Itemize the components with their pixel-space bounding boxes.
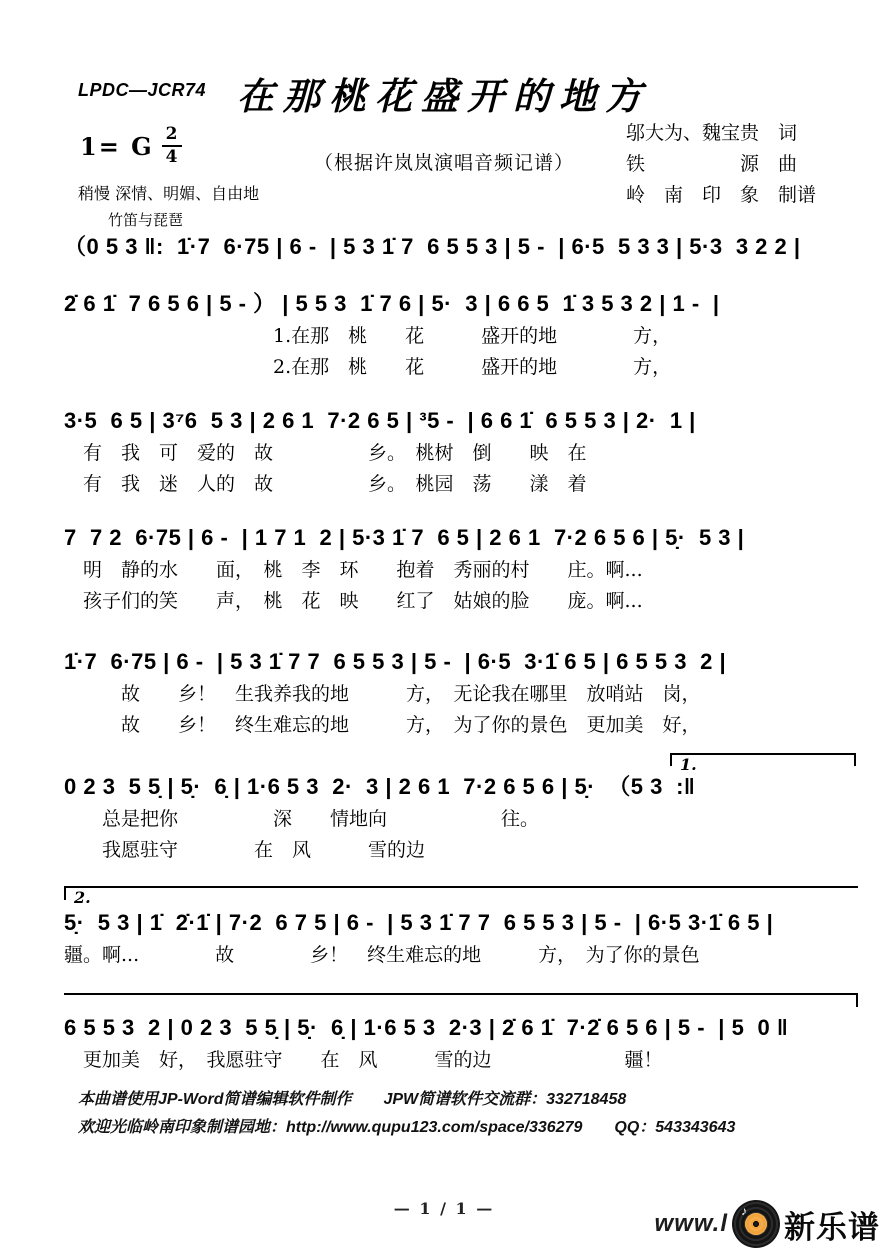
lyrics-block xyxy=(64,555,858,617)
subtitle: （根据许岚岚演唱音频记谱） xyxy=(313,152,574,174)
score-system xyxy=(64,287,858,383)
volta-bracket xyxy=(64,993,858,1007)
volta-bracket xyxy=(64,886,858,907)
key-signature: 1= G xyxy=(80,131,154,161)
time-signature-denominator: 4 xyxy=(162,145,182,166)
tempo-marking: 稍慢 深情、明媚、自由地 xyxy=(78,184,260,203)
lyric-line: 2.在那 桃 花 盛开的地 方， xyxy=(64,356,672,378)
lyric-line: 有 我 可 爱的 故 乡。 桃树 倒 映 在 xyxy=(64,442,587,464)
score-system xyxy=(64,645,858,741)
notation-line: 6 5 5 3 2 | 0 2 3 5 5̣ | 5̣· 6̣ | 1·6 5 3 2·3 | 2̇ 6 1̇ 7·2̇ 6 5 6 | 5 - | 5 0 ‖ xyxy=(64,1015,789,1040)
lyric-line: 总是把你 深 情地向 往。 xyxy=(64,808,540,830)
lyric-line: 故 乡！ 终生难忘的地 方， 为了你的景色 更加美 好， xyxy=(64,714,701,736)
volta-bracket xyxy=(670,753,856,774)
watermark xyxy=(655,1200,880,1248)
instrument-label: 竹笛与琵琶 xyxy=(108,211,184,229)
lyrics-block xyxy=(64,804,858,866)
lyric-line: 故 乡！ 生我养我的地 方， 无论我在哪里 放哨站 岗， xyxy=(64,683,701,705)
lyric-line: 1.在那 桃 花 盛开的地 方， xyxy=(64,325,672,347)
lyric-line: 孩子们的笑 声， 桃 花 映 红了 姑娘的脸 庞。啊... xyxy=(64,590,643,612)
notation-line: （0 5 3 ‖: 1̇·7 6·75 | 6 - | 5 3 1̇ 7 6 5 5 3 | 5 - | 6·5 5 3 3 | 5·3 3 2 2 | xyxy=(64,234,801,259)
lyric-line: 疆。啊... 故 乡！ 终生难忘的地 方， 为了你的景色 xyxy=(64,944,700,966)
lyrics-block xyxy=(64,438,858,500)
lyric-line: 更加美 好， 我愿驻守 在 风 雪的边 疆！ xyxy=(64,1049,663,1071)
notation-line: 5̣· 5 3 | 1̇ 2̇·1̇ | 7·2 6 7 5 | 6 - | 5 3 1̇ 7 7 6 5 5 3 | 5 - | 6·5 3·1̇ 6 5 | xyxy=(64,910,774,935)
score-system xyxy=(64,1011,858,1076)
credit-line: 邬大为、魏宝贵 词 xyxy=(625,122,797,144)
notation-line: 1̇·7 6·75 | 6 - | 5 3 1̇ 7 7 6 5 5 3 | 5 - | 6·5 3·1̇ 6 5 | 6 5 5 3 2 | xyxy=(64,649,727,674)
vinyl-record-icon xyxy=(732,1200,780,1248)
notation-line: 3·5 6 5 | 3⁷6 5 3 | 2 6 1 7·2 6 5 | ³5 - | 6 6 1̇ 6 5 5 3 | 2· 1 | xyxy=(64,408,696,433)
score-system xyxy=(64,404,858,500)
credit-line: 岭 南 印 象 制谱 xyxy=(625,184,816,206)
lyrics-block xyxy=(64,679,858,741)
score-system xyxy=(64,230,858,264)
notation-line: 2̇ 6 1̇ 7 6 5 6 | 5 - ） | 5 5 3 1̇ 7 6 | 5· 3 | 6 6 5 1̇ 3 5 3 2 | 1 - | xyxy=(64,291,720,316)
lyric-line: 我愿驻守 在 风 雪的边 xyxy=(64,839,426,861)
credits-block xyxy=(626,118,816,211)
footer-software-note: 本曲谱使用JP-Word简谱编辑软件制作 JPW简谱软件交流群：332718458 xyxy=(78,1091,627,1108)
lyrics-block xyxy=(64,321,858,383)
watermark-site-name: 新乐谱 xyxy=(784,1209,880,1246)
lyrics-block xyxy=(64,940,858,971)
footer-site-note: 欢迎光临岭南印象制谱园地：http://www.qupu123.com/space/336279 QQ：543343643 xyxy=(78,1119,736,1136)
score-system xyxy=(64,521,858,617)
footer xyxy=(78,1086,735,1142)
credit-line: 铁 源 曲 xyxy=(625,153,797,175)
time-signature-numerator: 2 xyxy=(165,124,178,144)
page-indicator: — 1 / 1 — xyxy=(393,1199,495,1218)
score xyxy=(64,230,858,1076)
volta-label: 2. xyxy=(74,888,91,907)
notation-line: 0 2 3 5 5̣ | 5̣· 6̣ | 1·6 5 3 2· 3 | 2 6 1 7·2 6 5 6 | 5̣· （5 3 :‖ xyxy=(64,774,696,799)
lyric-line: 明 静的水 面， 桃 李 环 抱着 秀丽的村 庄。啊... xyxy=(64,559,643,581)
score-system xyxy=(64,755,858,866)
song-title: 在那桃花盛开的地方 xyxy=(237,74,651,118)
watermark-url-text: www.l xyxy=(654,1210,728,1237)
music-note-icon: ♪ xyxy=(741,1204,747,1218)
lyric-line: 有 我 迷 人的 故 乡。 桃园 荡 漾 着 xyxy=(64,473,587,495)
score-system xyxy=(64,888,858,971)
notation-line: 7 7 2 6·75 | 6 - | 1 7 1 2 | 5·3 1̇ 7 6 5 | 2 6 1 7·2 6 5 6 | 5̣· 5 3 | xyxy=(64,525,745,550)
lyrics-block xyxy=(64,1045,858,1076)
catalog-number: LPDC—JCR74 xyxy=(78,80,207,100)
volta-label: 1. xyxy=(680,755,697,774)
